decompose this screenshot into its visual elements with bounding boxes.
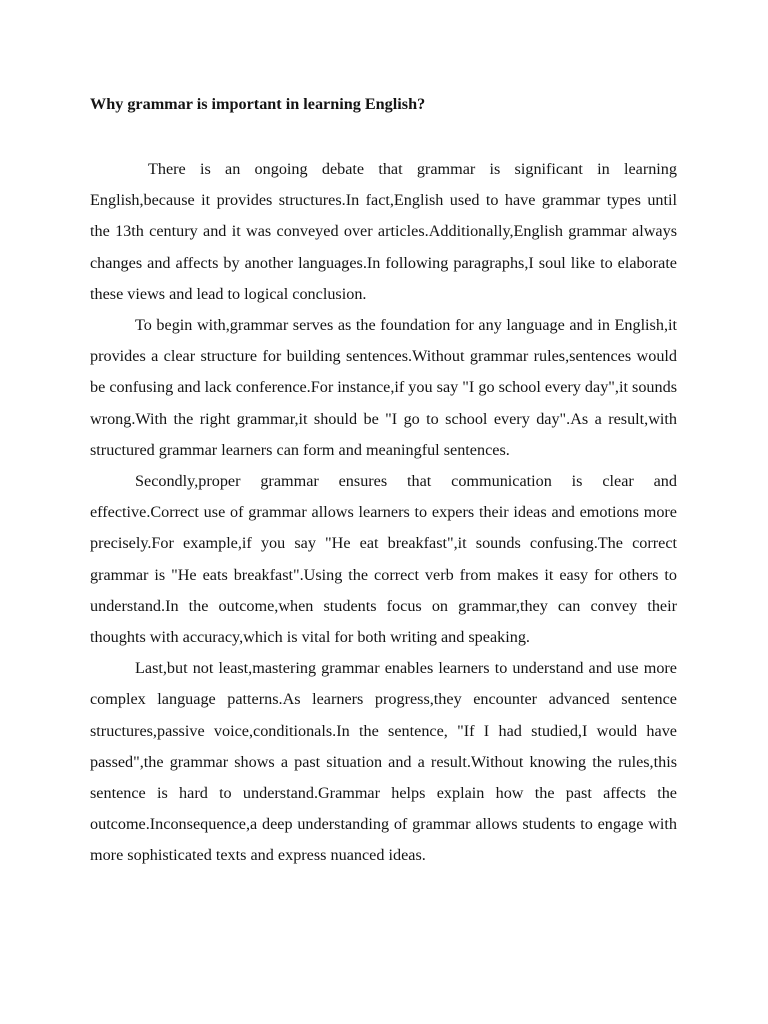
- document-page: [90, 92, 677, 872]
- paragraph-body-2: Secondly,proper grammar ensures that communication is clear and effective.Correct use of grammar allows learners to expers their ideas and emotions more precisely.For example,if you say "He eat breakfast",it sounds confusing.The correct grammar is "He eats breakfast".Using the correct verb from makes it easy for others to understand.In the outcome,when students focus on grammar,they can convey their thoughts with accuracy,which is vital for both writing and speaking.: [90, 472, 677, 647]
- paragraph-introduction: There is an ongoing debate that grammar is significant in learning English,because it provides structures.In fact,English used to have grammar types until the 13th century and it was conveyed over articles.Additionally,English grammar always changes and affects by another languages.In following paragraphs,I soul like to elaborate these views and lead to logical conclusion.: [90, 160, 677, 303]
- paragraph-body-1: To begin with,grammar serves as the foundation for any language and in English,it provides a clear structure for building sentences.Without grammar rules,sentences would be confusing and lack conference.For instance,if you say "I go school every day",it sounds wrong.With the right grammar,it should be "I go to school every day".As a result,with structured grammar learners can form and meaningful sentences.: [90, 316, 677, 459]
- paragraph-body-3: Last,but not least,mastering grammar enables learners to understand and use more complex language patterns.As learners progress,they encounter advanced sentence structures,passive voice,conditionals.In the sentence, "If I had studied,I would have passed",the grammar shows a past situation and a result.Without knowing the rules,this sentence is hard to understand.Grammar helps explain how the past affects the outcome.Inconsequence,a deep understanding of grammar allows students to engage with more sophisticated texts and express nuanced ideas.: [90, 659, 677, 865]
- document-title: Why grammar is important in learning English?: [90, 95, 426, 113]
